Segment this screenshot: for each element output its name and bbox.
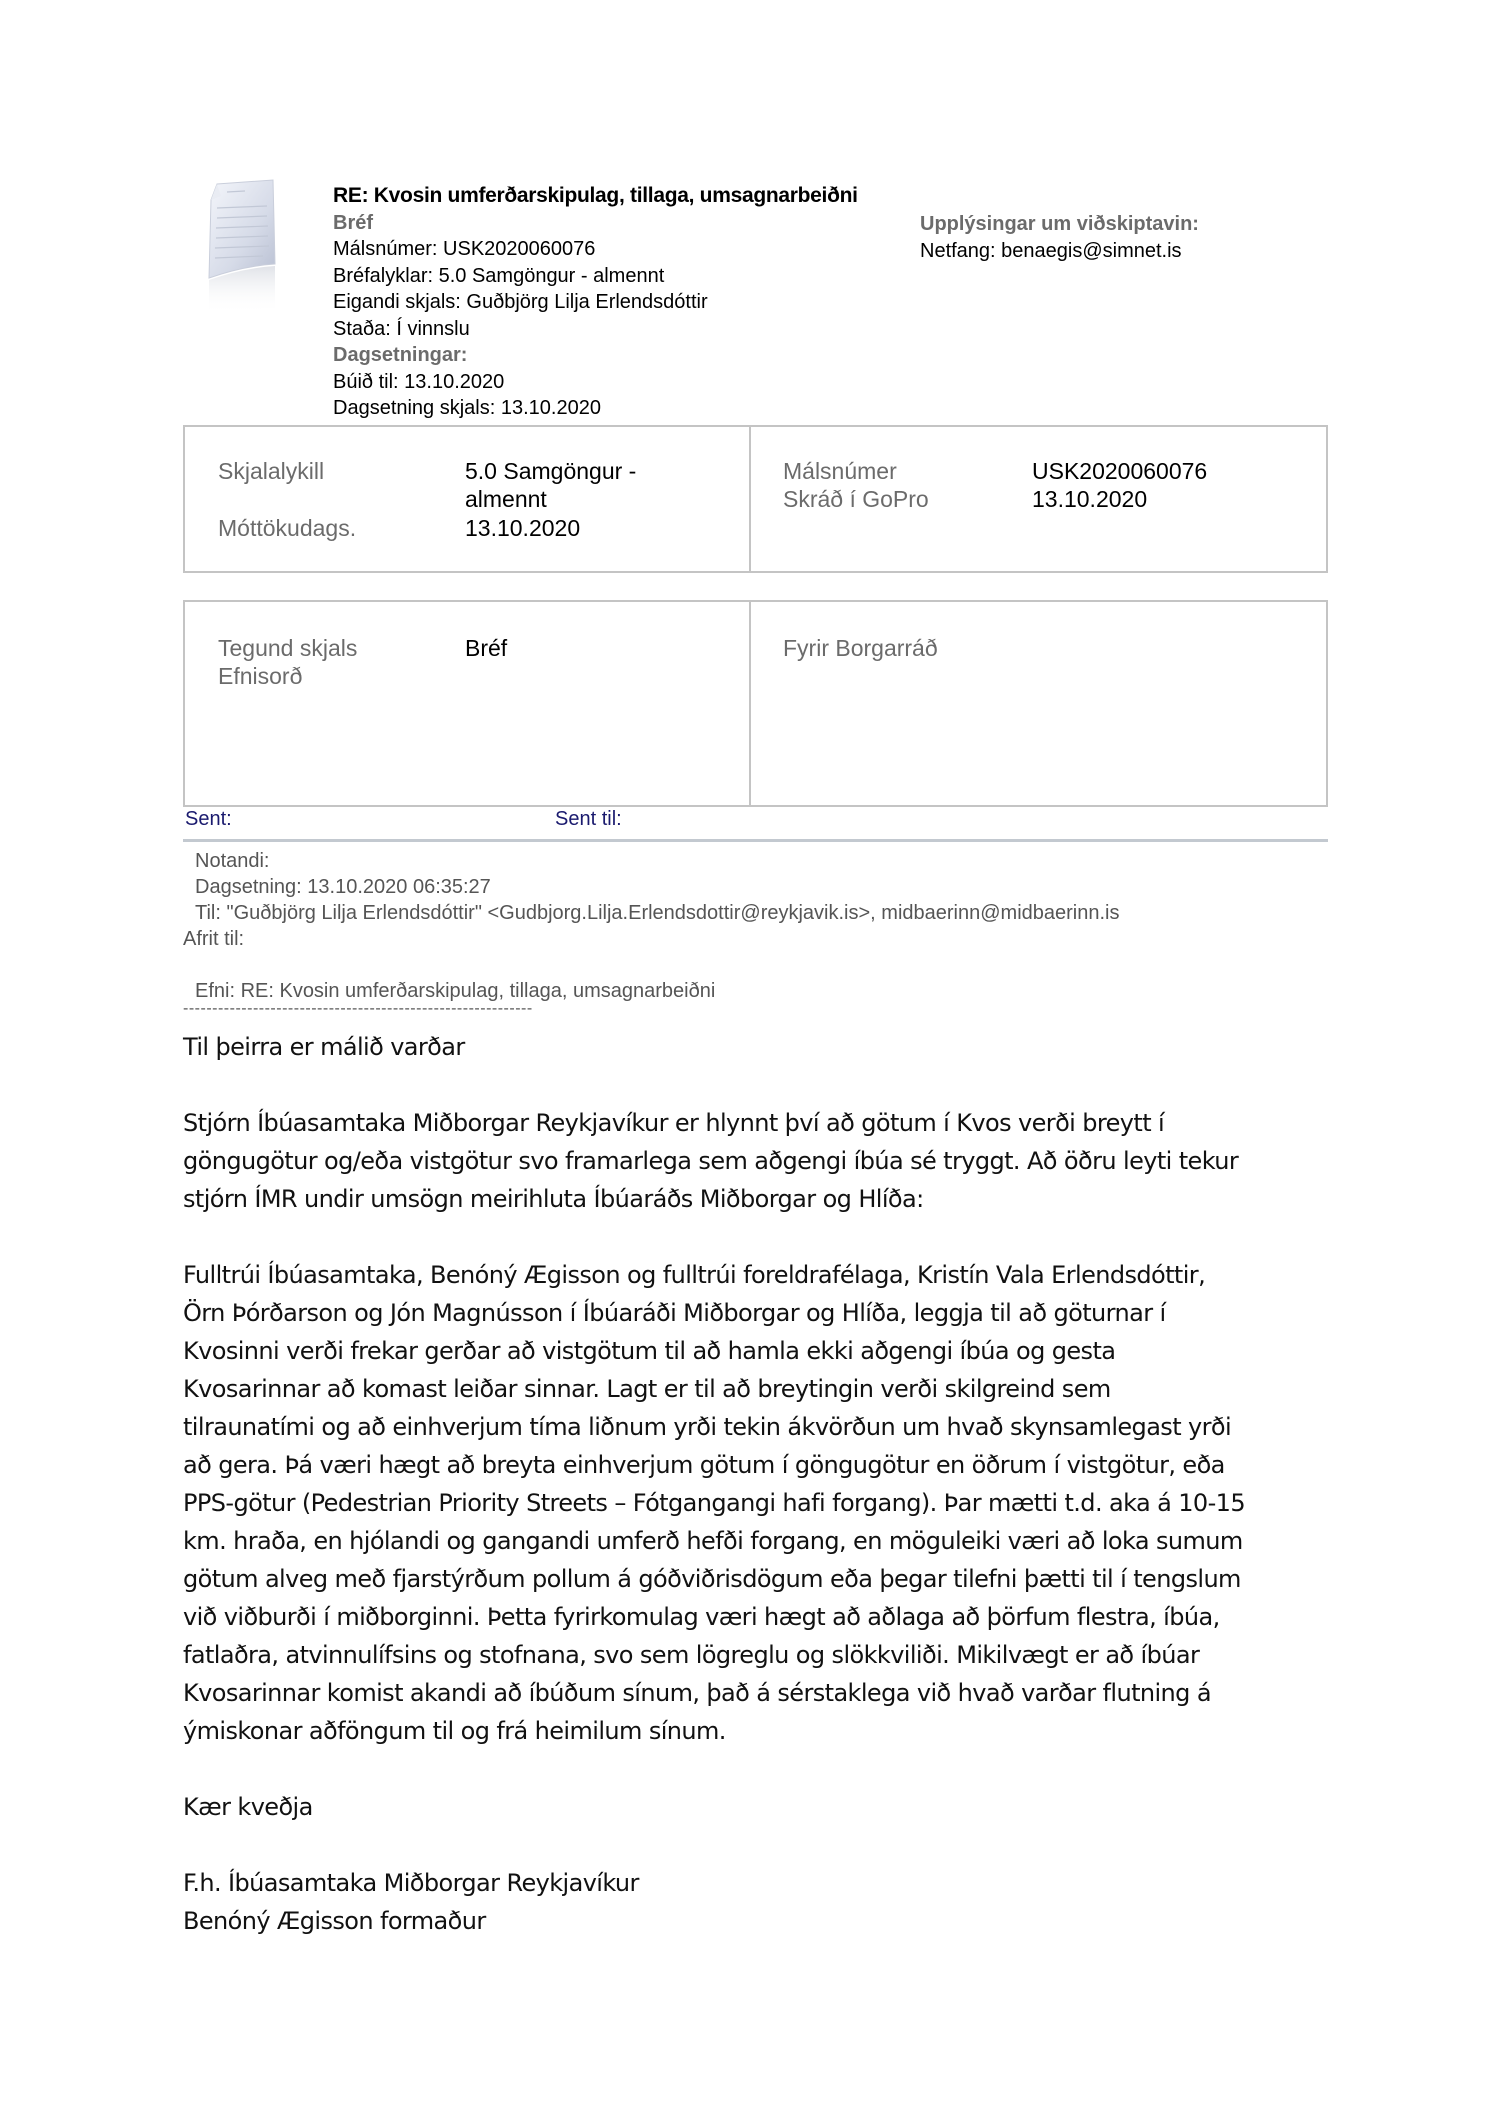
sent-label: Sent: [185, 808, 232, 830]
document-date: Dagsetning skjals: 13.10.2020 [333, 397, 601, 419]
paragraph-line: götum alveg með fjarstýrðum pollum á góðviðrisdögum eða þegar tilefni þætti til í tengslum [183, 1565, 1241, 1593]
closing: Kær kveðja [183, 1793, 313, 1821]
label-received-date: Móttökudags. [218, 515, 357, 541]
created-date: Búið til: 13.10.2020 [333, 370, 505, 393]
paragraph-line: PPS-götur (Pedestrian Priority Streets – Fótgangangi hafi forgang). Þar mætti t.d. aka á 10-15 [183, 1489, 1245, 1517]
email-to: Til: "Guðbjörg Lilja Erlendsdóttir" <Gudbjorg.Lilja.Erlendsdottir@reykjavik.is>, midbaerinn@midbaerinn.is [195, 902, 1120, 924]
value-document-type: Bréf [465, 635, 508, 661]
document-icon [203, 178, 281, 318]
sent-to-label: Sent til: [555, 808, 622, 830]
email-metadata [183, 848, 1119, 1004]
label-document-key: Skjalalykill [218, 458, 325, 484]
value-received-date: 13.10.2020 [465, 515, 581, 541]
paragraph-line: að gera. Þá væri hægt að breyta einhverjum götum í göngugötur en öðrum í vistgötur, eða [183, 1451, 1225, 1479]
dash-separator: ------------------------------------------------------------ [183, 1000, 533, 1017]
paragraph-line: km. hraða, en hjólandi og gangandi umferð hefði forgang, en möguleiki væri að loka sumum [183, 1527, 1243, 1555]
email-user: Notandi: [195, 850, 270, 872]
label-case-number: Málsnúmer [783, 458, 897, 484]
customer-info-heading: Upplýsingar um viðskiptavin: [920, 213, 1199, 235]
paragraph-line: Fulltrúi Íbúasamtaka, Benóný Ægisson og fulltrúi foreldrafélaga, Kristín Vala Erlendsdóttir, [183, 1261, 1206, 1289]
document-owner: Eigandi skjals: Guðbjörg Lilja Erlendsdóttir [333, 291, 708, 313]
paragraph-line: Kvosinni verði frekar gerðar að vistgötum til að hamla ekki aðgengi íbúa og gesta [183, 1337, 1116, 1365]
letter-keys: Bréfalyklar: 5.0 Samgöngur - almennt [333, 264, 665, 287]
recipient-board: Fyrir Borgarráð [783, 635, 938, 661]
email-date: Dagsetning: 13.10.2020 06:35:27 [195, 876, 491, 898]
customer-email: Netfang: benaegis@simnet.is [920, 240, 1182, 262]
value-case-number: USK2020060076 [1032, 458, 1208, 484]
metadata-box-1 [183, 425, 1328, 573]
paragraph-line: við viðburði í miðborginni. Þetta fyrirkomulag væri hægt að aðlaga að þörfum flestra, íbúa, [183, 1603, 1220, 1631]
box-divider [749, 427, 751, 571]
signature-name: Benóný Ægisson formaður [183, 1907, 486, 1935]
dates-heading: Dagsetningar: [333, 344, 468, 366]
signature-organization: F.h. Íbúasamtaka Miðborgar Reykjavíkur [183, 1869, 639, 1897]
paragraph-line: fatlaðra, atvinnulífsins og stofnana, svo sem lögreglu og slökkviliði. Mikilvægt er að íbúar [183, 1641, 1200, 1669]
document-header [333, 183, 858, 422]
value-registered-gopro: 13.10.2020 [1032, 486, 1148, 512]
greeting: Til þeirra er málið varðar [183, 1033, 465, 1061]
paragraph-line: stjórn ÍMR undir umsögn meirihluta Íbúaráðs Miðborgar og Hlíða: [183, 1185, 924, 1213]
email-subject: Efni: RE: Kvosin umferðarskipulag, tillaga, umsagnarbeiðni [195, 980, 716, 1002]
metadata-box-2 [183, 600, 1328, 807]
email-cc: Afrit til: [183, 928, 245, 950]
document-status: Staða: Í vinnslu [333, 317, 470, 340]
label-registered-gopro: Skráð í GoPro [783, 486, 929, 512]
separator [183, 839, 1328, 842]
label-document-type: Tegund skjals [218, 635, 358, 661]
paragraph-line: tilraunatími og að einhverjum tíma liðnum yrði tekin ákvörðun um hvað skynsamlegast yrði [183, 1413, 1232, 1441]
sent-row [183, 806, 1328, 834]
paragraph-line: Stjórn Íbúasamtaka Miðborgar Reykjavíkur er hlynnt því að götum í Kvos verði breytt í [183, 1109, 1165, 1137]
paragraph-line: Örn Þórðarson og Jón Magnússon í Íbúaráði Miðborgar og Hlíða, leggja til að göturnar í [183, 1299, 1166, 1327]
document-type: Bréf [333, 211, 374, 234]
letter-body [183, 1028, 1343, 1940]
paragraph-line: göngugötur og/eða vistgötur svo framarlega sem aðgengi íbúa sé tryggt. Að öðru leyti tekur [183, 1147, 1239, 1175]
label-keywords: Efnisorð [218, 663, 303, 689]
paragraph-line: ýmiskonar aðföngum til og frá heimilum sínum. [183, 1717, 726, 1745]
customer-info [920, 211, 1199, 265]
paragraph-line: Kvosarinnar komist akandi að íbúðum sínum, það á sérstaklega við hvað varðar flutning á [183, 1679, 1211, 1707]
value-document-key: 5.0 Samgöngur - almennt [465, 458, 637, 512]
document-title: RE: Kvosin umferðarskipulag, tillaga, umsagnarbeiðni [333, 184, 858, 207]
box-divider [749, 602, 751, 805]
paragraph-line: Kvosarinnar að komast leiðar sinnar. Lagt er til að breytingin verði skilgreind sem [183, 1375, 1111, 1403]
case-number: Málsnúmer: USK2020060076 [333, 238, 596, 260]
